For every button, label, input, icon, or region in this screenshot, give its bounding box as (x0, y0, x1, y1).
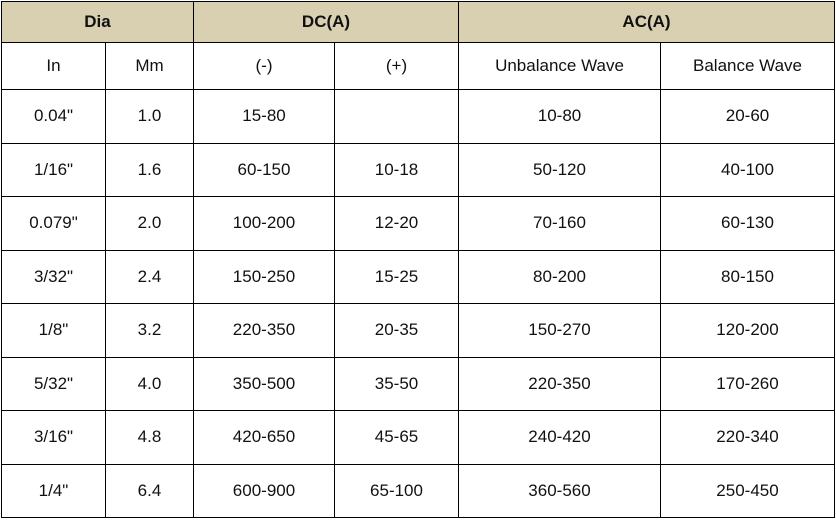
cell-ac-balance: 170-260 (661, 357, 835, 411)
cell-diameter-in: 1/16" (2, 143, 106, 197)
cell-diameter-mm: 1.0 (106, 90, 194, 144)
cell-diameter-in: 3/16" (2, 411, 106, 465)
cell-diameter-in: 1/8" (2, 304, 106, 358)
cell-ac-balance: 80-150 (661, 250, 835, 304)
cell-ac-unbalance: 10-80 (459, 90, 661, 144)
cell-diameter-in: 0.04" (2, 90, 106, 144)
cell-dc-negative: 350-500 (194, 357, 335, 411)
cell-diameter-in: 1/4" (2, 464, 106, 518)
cell-dc-positive: 35-50 (335, 357, 459, 411)
table-row (2, 304, 835, 358)
cell-diameter-mm: 6.4 (106, 464, 194, 518)
cell-ac-balance: 20-60 (661, 90, 835, 144)
column-header-row (2, 43, 835, 90)
cell-ac-balance: 120-200 (661, 304, 835, 358)
table-row (2, 411, 835, 465)
table-row (2, 357, 835, 411)
cell-dc-positive: 10-18 (335, 143, 459, 197)
column-header-in: In (2, 43, 106, 90)
cell-diameter-in: 0.079" (2, 197, 106, 251)
cell-ac-balance: 60-130 (661, 197, 835, 251)
cell-dc-negative: 60-150 (194, 143, 335, 197)
cell-dc-negative: 150-250 (194, 250, 335, 304)
group-header-ac: AC(A) (459, 2, 835, 43)
group-header-row (2, 2, 835, 43)
cell-dc-negative: 100-200 (194, 197, 335, 251)
cell-dc-negative: 220-350 (194, 304, 335, 358)
cell-ac-unbalance: 360-560 (459, 464, 661, 518)
column-header-balance-wave: Balance Wave (661, 43, 835, 90)
amperage-table (1, 1, 835, 518)
cell-diameter-mm: 2.0 (106, 197, 194, 251)
cell-diameter-in: 5/32" (2, 357, 106, 411)
column-header-mm: Mm (106, 43, 194, 90)
cell-dc-positive: 15-25 (335, 250, 459, 304)
cell-diameter-in: 3/32" (2, 250, 106, 304)
cell-ac-unbalance: 150-270 (459, 304, 661, 358)
cell-diameter-mm: 2.4 (106, 250, 194, 304)
cell-diameter-mm: 4.8 (106, 411, 194, 465)
cell-dc-positive: 12-20 (335, 197, 459, 251)
table-row (2, 250, 835, 304)
cell-diameter-mm: 1.6 (106, 143, 194, 197)
cell-ac-unbalance: 220-350 (459, 357, 661, 411)
group-header-dia: Dia (2, 2, 194, 43)
cell-ac-unbalance: 240-420 (459, 411, 661, 465)
column-header-dc-positive: (+) (335, 43, 459, 90)
table-row (2, 143, 835, 197)
column-header-unbalance-wave: Unbalance Wave (459, 43, 661, 90)
cell-dc-negative: 420-650 (194, 411, 335, 465)
cell-ac-unbalance: 70-160 (459, 197, 661, 251)
cell-dc-positive: 45-65 (335, 411, 459, 465)
cell-diameter-mm: 4.0 (106, 357, 194, 411)
cell-ac-balance: 220-340 (661, 411, 835, 465)
cell-dc-positive: 20-35 (335, 304, 459, 358)
cell-diameter-mm: 3.2 (106, 304, 194, 358)
cell-dc-positive: 65-100 (335, 464, 459, 518)
cell-ac-balance: 250-450 (661, 464, 835, 518)
table-row (2, 464, 835, 518)
column-header-dc-negative: (-) (194, 43, 335, 90)
group-header-dc: DC(A) (194, 2, 459, 43)
cell-dc-positive (335, 90, 459, 144)
cell-ac-balance: 40-100 (661, 143, 835, 197)
cell-ac-unbalance: 80-200 (459, 250, 661, 304)
table-row (2, 197, 835, 251)
table-row (2, 90, 835, 144)
cell-dc-negative: 15-80 (194, 90, 335, 144)
cell-ac-unbalance: 50-120 (459, 143, 661, 197)
cell-dc-negative: 600-900 (194, 464, 335, 518)
